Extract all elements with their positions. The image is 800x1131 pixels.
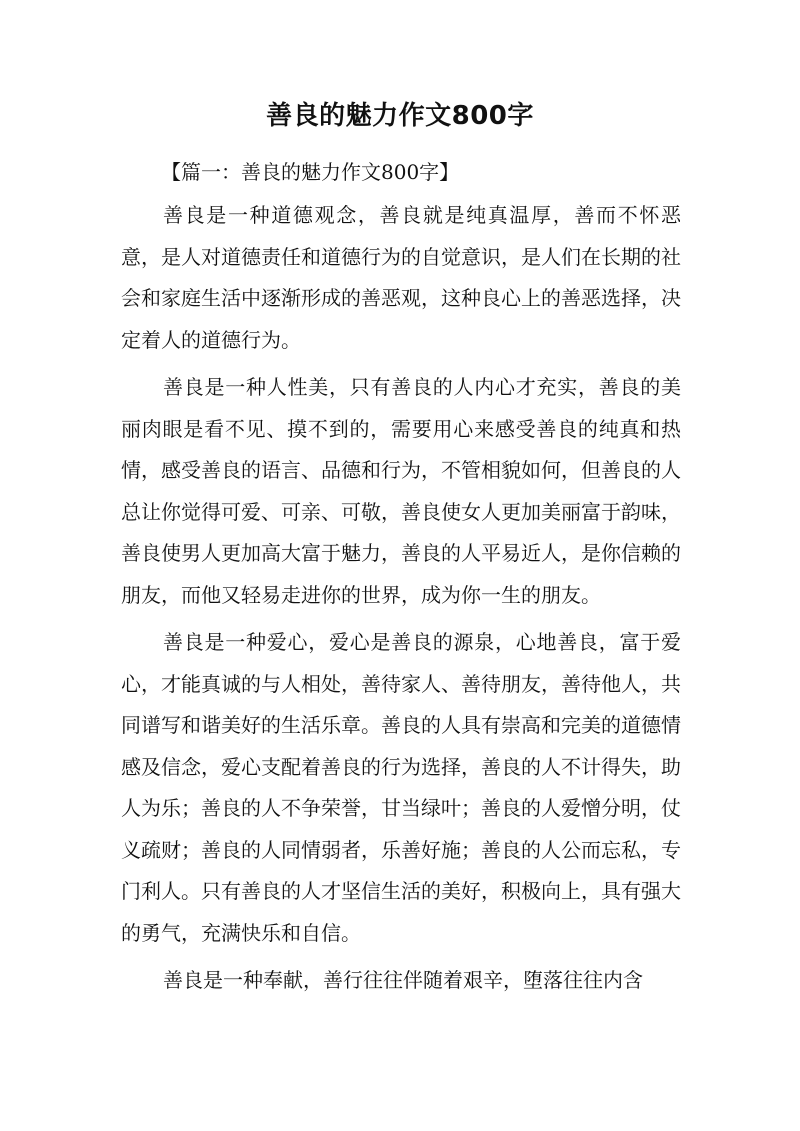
paragraph-3: 善良是一种爱心，爱心是善良的源泉，心地善良，富于爱心，才能真诚的与人相处，善待家人、善待朋友，善待他人，共同谱写和谐美好的生活乐章。善良的人具有崇高和完美的道德情感及信念，爱心支配着善良的行为选择，善良的人不计得失，助人为乐；善良的人不争荣誉，甘当绿叶；善良的人爱憎分明，仗义疏财；善良的人同情弱者，乐善好施；善良的人公而忘私，专门利人。只有善良的人才坚信生活的美好，积极向上，具有强大的勇气，充满快乐和自信。	[121, 630, 681, 945]
paragraph-1: 善良是一种道德观念，善良就是纯真温厚，善而不怀恶意，是人对道德责任和道德行为的自觉意识，是人们在长期的社会和家庭生活中逐渐形成的善恶观，这种良心上的善恶选择，决定着人的道德行为。	[121, 203, 681, 352]
document-body	[121, 152, 681, 1008]
document-title: 善良的魅力作文800字	[266, 101, 534, 131]
paragraph-2: 善良是一种人性美，只有善良的人内心才充实，善良的美丽肉眼是看不见、摸不到的，需要用心来感受善良的纯真和热情，感受善良的语言、品德和行为，不管相貌如何，但善良的人总让你觉得可爱、可亲、可敬，善良使女人更加美丽富于韵味，善良使男人更加高大富于魅力，善良的人平易近人，是你信赖的朋友，而他又轻易走进你的世界，成为你一生的朋友。	[121, 375, 681, 607]
paragraph-4: 善良是一种奉献，善行往往伴随着艰辛，堕落往往内含	[163, 968, 643, 992]
section-subtitle: 【篇一：善良的魅力作文800字】	[161, 160, 460, 184]
